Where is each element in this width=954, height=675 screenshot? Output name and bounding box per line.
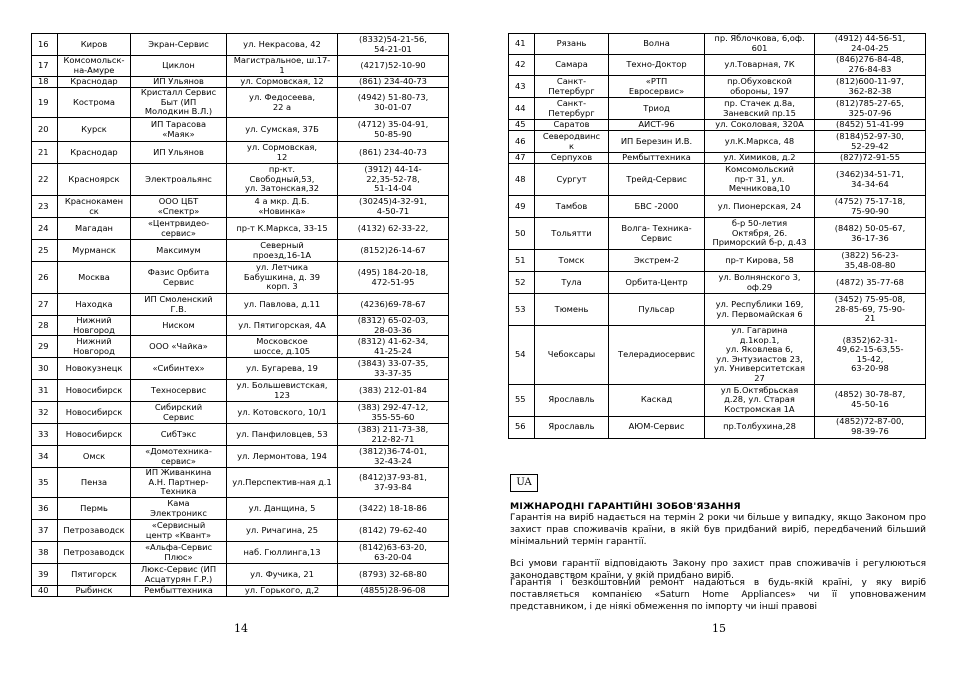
city-cell: Саратов: [535, 120, 609, 131]
row-number-cell: 30: [32, 358, 58, 380]
table-row: [509, 55, 926, 76]
city-cell: Сургут: [535, 164, 609, 196]
company-cell: АИСТ-96: [609, 120, 705, 131]
row-number-cell: 39: [32, 564, 58, 586]
table-row: [32, 262, 449, 294]
phone-cell: (846)276-84-48, 276-84-83: [815, 55, 926, 76]
warranty-paragraph: Всі умови гарантії відповідають Закону про захист прав споживачів і регулюються законодавством країни, у якій придбано виріб.: [510, 559, 926, 581]
address-cell: ул. Пионерская, 24: [705, 196, 815, 218]
company-cell: ООО ЦБТ «Спектр»: [131, 196, 227, 218]
city-cell: Рязань: [535, 34, 609, 55]
address-cell: ул. Республики 169, ул. Первомайская 6: [705, 294, 815, 326]
address-cell: ул. Пятигорская, 4А: [227, 316, 338, 336]
company-cell: «РТП Евросервис»: [609, 76, 705, 98]
table-row: [509, 34, 926, 55]
phone-cell: (4712) 35-04-91, 50-85-90: [338, 118, 449, 142]
phone-cell: (495) 184-20-18, 472-51-95: [338, 262, 449, 294]
table-row: [32, 380, 449, 402]
address-cell: ул. Панфиловцев, 53: [227, 424, 338, 446]
city-cell: Пенза: [58, 468, 131, 498]
address-cell: ул. Сормовская, 12: [227, 142, 338, 164]
row-number-cell: 40: [32, 586, 58, 597]
address-cell: ул.К.Маркса, 48: [705, 131, 815, 153]
city-cell: Комсомольск- на-Амуре: [58, 56, 131, 77]
row-number-cell: 54: [509, 326, 535, 385]
table-row: [32, 142, 449, 164]
row-number-cell: 34: [32, 446, 58, 468]
city-cell: Санкт- Петербург: [535, 98, 609, 120]
warranty-paragraph: Гарантія і безкоштовний ремонт надаються в будь-якій країні, у яку виріб поставляється компанією «Saturn Home Appliances» чи її уповноваженим представником, і де ніякі обмеження по імпорту чи інші правові: [510, 578, 926, 612]
service-centers-table-left: [31, 33, 449, 597]
address-cell: б-р 50-летия Октября, 26. Приморский б-р, д.43: [705, 218, 815, 250]
table-row: [509, 153, 926, 164]
table-row: [32, 498, 449, 520]
table-row: [32, 88, 449, 118]
city-cell: Пермь: [58, 498, 131, 520]
city-cell: Рыбинск: [58, 586, 131, 597]
table-row: [32, 34, 449, 56]
city-cell: Курск: [58, 118, 131, 142]
phone-cell: (8312) 41-62-34, 41-25-24: [338, 336, 449, 358]
city-cell: Тула: [535, 272, 609, 294]
address-cell: Магистральное, ш.17- 1: [227, 56, 338, 77]
table-row: [32, 118, 449, 142]
row-number-cell: 29: [32, 336, 58, 358]
company-cell: Трейд-Сервис: [609, 164, 705, 196]
address-cell: ул. Ричагина, 25: [227, 520, 338, 542]
row-number-cell: 45: [509, 120, 535, 131]
row-number-cell: 31: [32, 380, 58, 402]
city-cell: Тамбов: [535, 196, 609, 218]
company-cell: Техносервис: [131, 380, 227, 402]
row-number-cell: 46: [509, 131, 535, 153]
address-cell: наб. Гюллинга,13: [227, 542, 338, 564]
city-cell: Киров: [58, 34, 131, 56]
city-cell: Чебоксары: [535, 326, 609, 385]
city-cell: Санкт- Петербург: [535, 76, 609, 98]
city-cell: Самара: [535, 55, 609, 76]
company-cell: «Альфа-Сервис Плюс»: [131, 542, 227, 564]
table-row: [32, 586, 449, 597]
city-cell: Петрозаводск: [58, 542, 131, 564]
warranty-heading: МІЖНАРОДНІ ГАРАНТІЙНІ ЗОБОВ'ЯЗАННЯ: [510, 501, 741, 512]
phone-cell: (861) 234-40-73: [338, 142, 449, 164]
table-row: [32, 424, 449, 446]
address-cell: ул. Большевистская, 123: [227, 380, 338, 402]
address-cell: ул. Сумская, 37Б: [227, 118, 338, 142]
phone-cell: (8482) 50-05-67, 36-17-36: [815, 218, 926, 250]
company-cell: ИП Смоленский Г.В.: [131, 294, 227, 316]
row-number-cell: 44: [509, 98, 535, 120]
table-row: [32, 240, 449, 262]
address-cell: пр.Обуховской обороны, 197: [705, 76, 815, 98]
company-cell: ИП Ульянов: [131, 142, 227, 164]
phone-cell: (8142)63-63-20, 63-20-04: [338, 542, 449, 564]
table-row: [32, 358, 449, 380]
phone-cell: (8793) 32-68-80: [338, 564, 449, 586]
table-row: [509, 98, 926, 120]
city-cell: Находка: [58, 294, 131, 316]
company-cell: БВС -2000: [609, 196, 705, 218]
company-cell: ИП Березин И.В.: [609, 131, 705, 153]
phone-cell: (3912) 44-14- 22,35-52-78, 51-14-04: [338, 164, 449, 196]
phone-cell: (4852) 30-78-87, 45-50-16: [815, 384, 926, 416]
company-cell: Максимум: [131, 240, 227, 262]
phone-cell: (8452) 51-41-99: [815, 120, 926, 131]
service-centers-rows-left: [32, 34, 449, 597]
row-number-cell: 19: [32, 88, 58, 118]
table-row: [509, 120, 926, 131]
address-cell: 4 а мкр. Д.Б. «Новинка»: [227, 196, 338, 218]
company-cell: ИП Живанкина А.Н. Партнер- Техника: [131, 468, 227, 498]
address-cell: ул. Химиков, д.2: [705, 153, 815, 164]
table-row: [32, 164, 449, 196]
company-cell: ИП Ульянов: [131, 77, 227, 88]
address-cell: Северный проезд,16-1А: [227, 240, 338, 262]
city-cell: Новосибирск: [58, 402, 131, 424]
phone-cell: (8152)26-14-67: [338, 240, 449, 262]
phone-cell: (4852)72-87-00, 98-39-76: [815, 416, 926, 438]
address-cell: ул. Волнянского 3, оф.29: [705, 272, 815, 294]
table-row: [509, 272, 926, 294]
company-cell: Ниском: [131, 316, 227, 336]
phone-cell: (4132) 62-33-22,: [338, 218, 449, 240]
phone-cell: (4912) 44-56-51, 24-04-25: [815, 34, 926, 55]
company-cell: Фазис Орбита Сервис: [131, 262, 227, 294]
address-cell: Московское шоссе, д.105: [227, 336, 338, 358]
phone-cell: (3822) 56-23- 35,48-08-80: [815, 250, 926, 272]
company-cell: Техно-Доктор: [609, 55, 705, 76]
table-row: [509, 76, 926, 98]
table-row: [32, 56, 449, 77]
address-cell: ул. Бугарева, 19: [227, 358, 338, 380]
address-cell: ул. Федосеева, 22 а: [227, 88, 338, 118]
row-number-cell: 51: [509, 250, 535, 272]
row-number-cell: 18: [32, 77, 58, 88]
table-row: [32, 402, 449, 424]
row-number-cell: 25: [32, 240, 58, 262]
city-cell: Новосибирск: [58, 380, 131, 402]
address-cell: пр. Стачек д.8а, Заневский пр.15: [705, 98, 815, 120]
phone-cell: (4236)69-78-67: [338, 294, 449, 316]
row-number-cell: 50: [509, 218, 535, 250]
company-cell: Рембыттехника: [609, 153, 705, 164]
table-row: [32, 564, 449, 586]
page-number: 14: [234, 622, 248, 635]
phone-cell: (8184)52-97-30, 52-29-42: [815, 131, 926, 153]
phone-cell: (8352)62-31- 49,62-15-63,55- 15-42, 63-20-98: [815, 326, 926, 385]
phone-cell: (8332)54-21-56, 54-21-01: [338, 34, 449, 56]
company-cell: Экстрем-2: [609, 250, 705, 272]
city-cell: Томск: [535, 250, 609, 272]
company-cell: «Сибинтех»: [131, 358, 227, 380]
company-cell: Циклон: [131, 56, 227, 77]
table-row: [32, 336, 449, 358]
city-cell: Серпухов: [535, 153, 609, 164]
address-cell: ул.Перспектив-ная д.1: [227, 468, 338, 498]
warranty-paragraph: Гарантія на виріб надається на термін 2 роки чи більше у випадку, якщо Законом про захист прав споживачів країни, в якій був придбаний виріб, передбачений більший мінімальний термін гарантії.: [510, 513, 926, 547]
company-cell: Волга- Техника- Сервис: [609, 218, 705, 250]
company-cell: «Сервисный центр «Квант»: [131, 520, 227, 542]
phone-cell: (4752) 75-17-18, 75-90-90: [815, 196, 926, 218]
table-row: [32, 520, 449, 542]
table-row: [509, 384, 926, 416]
address-cell: пр-т Кирова, 58: [705, 250, 815, 272]
table-row: [509, 416, 926, 438]
row-number-cell: 52: [509, 272, 535, 294]
table-row: [32, 468, 449, 498]
city-cell: Нижний Новгород: [58, 316, 131, 336]
phone-cell: (8312) 65-02-03, 28-03-36: [338, 316, 449, 336]
table-row: [32, 196, 449, 218]
address-cell: ул. Котовского, 10/1: [227, 402, 338, 424]
address-cell: ул. Сормовская, 12: [227, 77, 338, 88]
city-cell: Красноярск: [58, 164, 131, 196]
row-number-cell: 36: [32, 498, 58, 520]
address-cell: ул.Товарная, 7К: [705, 55, 815, 76]
address-cell: пр. Яблочкова, 6,оф. 601: [705, 34, 815, 55]
row-number-cell: 21: [32, 142, 58, 164]
address-cell: ул. Горького, д,2: [227, 586, 338, 597]
city-cell: Краснодар: [58, 77, 131, 88]
company-cell: Люкс-Сервис (ИП Асцатурян Г.Р.): [131, 564, 227, 586]
address-cell: ул. Некрасова, 42: [227, 34, 338, 56]
phone-cell: (3422) 18-18-86: [338, 498, 449, 520]
table-row: [509, 131, 926, 153]
address-cell: ул. Павлова, д.11: [227, 294, 338, 316]
phone-cell: (8142) 79-62-40: [338, 520, 449, 542]
row-number-cell: 47: [509, 153, 535, 164]
table-row: [32, 77, 449, 88]
address-cell: пр-т К.Маркса, 33-15: [227, 218, 338, 240]
address-cell: ул. Гагарина д.1кор.1, ул. Яковлева 6, ул. Энтузиастов 23, ул. Университетская 27: [705, 326, 815, 385]
row-number-cell: 55: [509, 384, 535, 416]
phone-cell: (383) 212-01-84: [338, 380, 449, 402]
phone-cell: (8412)37-93-81, 37-93-84: [338, 468, 449, 498]
company-cell: Электроальянс: [131, 164, 227, 196]
company-cell: Экран-Сервис: [131, 34, 227, 56]
table-row: [509, 250, 926, 272]
company-cell: «Домотехника- сервис»: [131, 446, 227, 468]
phone-cell: (4872) 35-77-68: [815, 272, 926, 294]
address-cell: Комсомольский пр-т 31, ул. Мечникова,10: [705, 164, 815, 196]
row-number-cell: 43: [509, 76, 535, 98]
row-number-cell: 26: [32, 262, 58, 294]
phone-cell: (3462)34-51-71, 34-34-64: [815, 164, 926, 196]
phone-cell: (3452) 75-95-08, 28-85-69, 75-90- 21: [815, 294, 926, 326]
phone-cell: (3843) 33-07-35, 33-37-35: [338, 358, 449, 380]
phone-cell: (861) 234-40-73: [338, 77, 449, 88]
city-cell: Ярославль: [535, 384, 609, 416]
city-cell: Магадан: [58, 218, 131, 240]
phone-cell: (812)785-27-65, 325-07-96: [815, 98, 926, 120]
address-cell: ул. Соколовая, 320А: [705, 120, 815, 131]
row-number-cell: 27: [32, 294, 58, 316]
company-cell: ИП Тарасова «Маяк»: [131, 118, 227, 142]
company-cell: Рембыттехника: [131, 586, 227, 597]
company-cell: Телерадиосервис: [609, 326, 705, 385]
service-centers-rows-right: [509, 34, 926, 439]
row-number-cell: 48: [509, 164, 535, 196]
phone-cell: (30245)4-32-91, 4-50-71: [338, 196, 449, 218]
row-number-cell: 23: [32, 196, 58, 218]
address-cell: ул. Данщина, 5: [227, 498, 338, 520]
row-number-cell: 35: [32, 468, 58, 498]
row-number-cell: 33: [32, 424, 58, 446]
row-number-cell: 56: [509, 416, 535, 438]
table-row: [32, 542, 449, 564]
company-cell: «Центрвидео- сервис»: [131, 218, 227, 240]
company-cell: АЮМ-Сервис: [609, 416, 705, 438]
city-cell: Северодвинс к: [535, 131, 609, 153]
row-number-cell: 17: [32, 56, 58, 77]
row-number-cell: 53: [509, 294, 535, 326]
city-cell: Новокузнецк: [58, 358, 131, 380]
table-row: [509, 294, 926, 326]
row-number-cell: 22: [32, 164, 58, 196]
row-number-cell: 24: [32, 218, 58, 240]
phone-cell: (383) 211-73-38, 212-82-71: [338, 424, 449, 446]
language-badge: UA: [510, 474, 538, 492]
city-cell: Тюмень: [535, 294, 609, 326]
table-row: [509, 218, 926, 250]
address-cell: пр-кт. Свободный,53, ул. Затонская,32: [227, 164, 338, 196]
address-cell: ул. Летчика Бабушкина, д. 39 корп. 3: [227, 262, 338, 294]
company-cell: Каскад: [609, 384, 705, 416]
row-number-cell: 37: [32, 520, 58, 542]
table-row: [32, 294, 449, 316]
company-cell: Орбита-Центр: [609, 272, 705, 294]
row-number-cell: 28: [32, 316, 58, 336]
table-row: [32, 218, 449, 240]
table-row: [32, 446, 449, 468]
city-cell: Омск: [58, 446, 131, 468]
row-number-cell: 49: [509, 196, 535, 218]
city-cell: Нижний Новгород: [58, 336, 131, 358]
address-cell: ул. Фучика, 21: [227, 564, 338, 586]
phone-cell: (4942) 51-80-73, 30-01-07: [338, 88, 449, 118]
table-row: [32, 316, 449, 336]
company-cell: Кристалл Сервис Быт (ИП Молодкин В.Л.): [131, 88, 227, 118]
page-number: 15: [712, 622, 726, 635]
city-cell: Ярославль: [535, 416, 609, 438]
address-cell: ул Б.Октябрьская д.28, ул. Старая Костромская 1А: [705, 384, 815, 416]
city-cell: Тольятти: [535, 218, 609, 250]
table-row: [509, 164, 926, 196]
city-cell: Петрозаводск: [58, 520, 131, 542]
city-cell: Мурманск: [58, 240, 131, 262]
service-centers-table-right: [508, 33, 926, 439]
company-cell: Пульсар: [609, 294, 705, 326]
row-number-cell: 32: [32, 402, 58, 424]
phone-cell: (4217)52-10-90: [338, 56, 449, 77]
phone-cell: (827)72-91-55: [815, 153, 926, 164]
row-number-cell: 42: [509, 55, 535, 76]
row-number-cell: 20: [32, 118, 58, 142]
city-cell: Новосибирск: [58, 424, 131, 446]
phone-cell: (4855)28-96-08: [338, 586, 449, 597]
row-number-cell: 16: [32, 34, 58, 56]
city-cell: Москва: [58, 262, 131, 294]
phone-cell: (812)600-11-97, 362-82-38: [815, 76, 926, 98]
city-cell: Краснокамен ск: [58, 196, 131, 218]
table-row: [509, 196, 926, 218]
city-cell: Пятигорск: [58, 564, 131, 586]
row-number-cell: 41: [509, 34, 535, 55]
address-cell: ул. Лермонтова, 194: [227, 446, 338, 468]
row-number-cell: 38: [32, 542, 58, 564]
address-cell: пр.Толбухина,28: [705, 416, 815, 438]
phone-cell: (3812)36-74-01, 32-43-24: [338, 446, 449, 468]
company-cell: Триод: [609, 98, 705, 120]
city-cell: Кострома: [58, 88, 131, 118]
company-cell: СибТэкс: [131, 424, 227, 446]
table-row: [509, 326, 926, 385]
company-cell: Кама Электроникс: [131, 498, 227, 520]
company-cell: Сибирский Сервис: [131, 402, 227, 424]
company-cell: ООО «Чайка»: [131, 336, 227, 358]
city-cell: Краснодар: [58, 142, 131, 164]
phone-cell: (383) 292-47-12, 355-55-60: [338, 402, 449, 424]
company-cell: Волна: [609, 34, 705, 55]
